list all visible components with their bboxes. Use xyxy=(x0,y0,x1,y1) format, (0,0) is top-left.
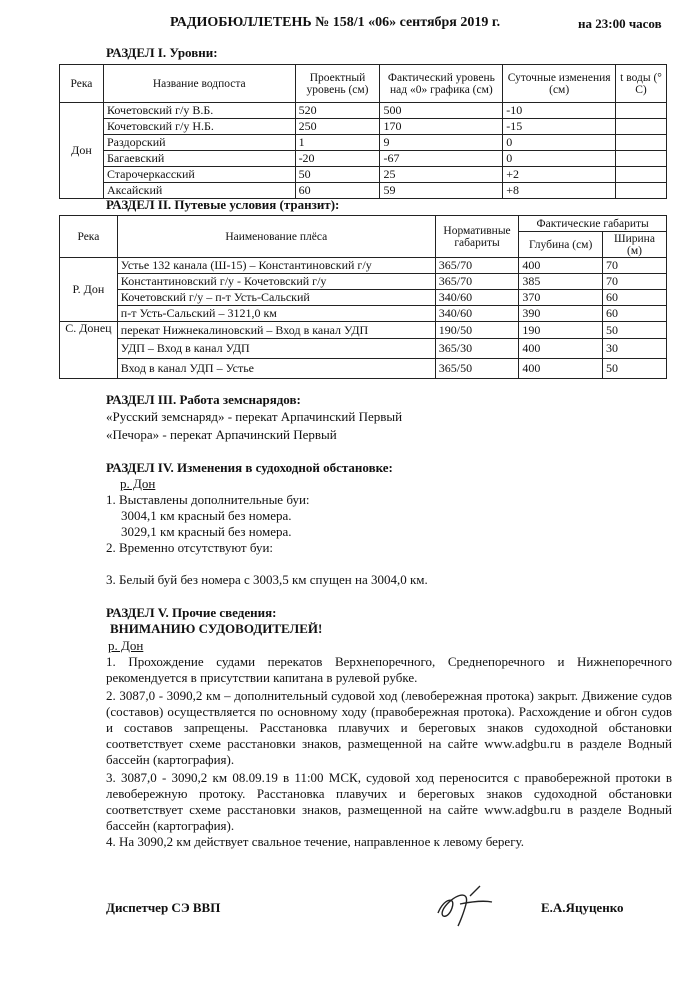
bulletin-title: РАДИОБЮЛЛЕТЕНЬ № 158/1 «06» сентября 2019 г. xyxy=(170,15,501,30)
actual-level: -67 xyxy=(380,151,503,167)
section5-item3: 3. 3087,0 - 3090,2 км 08.09.19 в 11:00 МСК, судовой ход переносится с правобережной протоки в левобережную протоку. Расстановка плавучих и береговых знаков судоходной обстановки соответствует схеме расстановки знаков, размещенной на сайте www.adgbu.ru в разделе Водный бассейн (картография). xyxy=(106,770,672,833)
table-row xyxy=(60,135,667,151)
table-row xyxy=(60,290,667,306)
normative: 190/50 xyxy=(435,322,519,339)
width: 50 xyxy=(602,322,666,339)
section1-heading: РАЗДЕЛ I. Уровни: xyxy=(106,45,218,60)
col-water-temp: t воды (° С) xyxy=(616,65,667,103)
signature-image xyxy=(430,878,500,928)
project-level: 50 xyxy=(295,167,380,183)
actual-level: 170 xyxy=(380,119,503,135)
depth: 400 xyxy=(519,359,603,379)
col-depth: Глубина (см) xyxy=(519,232,603,258)
post-name: Багаевский xyxy=(103,151,295,167)
project-level: -20 xyxy=(295,151,380,167)
levels-header-row xyxy=(60,65,667,103)
section5-river: р. Дон xyxy=(108,638,144,653)
table-row xyxy=(60,167,667,183)
depth: 190 xyxy=(519,322,603,339)
section4-item1-sub1: 3004,1 км красный без номера. xyxy=(121,508,292,523)
post-name: Раздорский xyxy=(103,135,295,151)
water-temp xyxy=(616,103,667,119)
section4-item3: 3. Белый буй без номера с 3003,5 км спущен на 3004,0 км. xyxy=(106,572,428,587)
width: 60 xyxy=(602,306,666,322)
col-river: Река xyxy=(60,216,118,258)
stretch-name: п-т Усть-Сальский – 3121,0 км xyxy=(117,306,435,322)
table-row xyxy=(60,322,667,339)
normative: 365/30 xyxy=(435,339,519,359)
section5-item4: 4. На 3090,2 км действует свальное течение, направленное к левому берегу. xyxy=(106,834,524,849)
col-actual-group: Фактические габариты xyxy=(519,216,667,232)
normative: 365/50 xyxy=(435,359,519,379)
dispatcher-label: Диспетчер СЭ ВВП xyxy=(106,900,221,915)
water-temp xyxy=(616,151,667,167)
normative: 365/70 xyxy=(435,258,519,274)
dredger-line-1: «Русский земснаряд» - перекат Арпачинский Первый xyxy=(106,409,403,424)
section5-item1: 1. Прохождение судами перекатов Верхнепоречного, Среднепоречного и Нижнепоречного рекомендуется в присутствии капитана в рулевой рубке. xyxy=(106,654,672,685)
river-cell: Р. Дон xyxy=(60,258,118,322)
daily-change: +2 xyxy=(503,167,616,183)
water-temp xyxy=(616,183,667,199)
width: 50 xyxy=(602,359,666,379)
col-project-level: Проектный уровень (см) xyxy=(295,65,380,103)
water-temp xyxy=(616,119,667,135)
section4-item1: 1. Выставлены дополнительные буи: xyxy=(106,492,310,507)
section4-item1-sub2: 3029,1 км красный без номера. xyxy=(121,524,292,539)
bulletin-time: на 23:00 часов xyxy=(578,16,662,31)
river-cell: С. Донец xyxy=(60,322,118,379)
actual-level: 25 xyxy=(380,167,503,183)
post-name: Аксайский xyxy=(103,183,295,199)
transit-table xyxy=(59,215,667,379)
table-row xyxy=(60,339,667,359)
stretch-name: Устье 132 канала (Ш-15) – Константиновский г/у xyxy=(117,258,435,274)
section4-heading: РАЗДЕЛ IV. Изменения в судоходной обстановке: xyxy=(106,460,393,475)
table-row xyxy=(60,306,667,322)
project-level: 60 xyxy=(295,183,380,199)
stretch-name: Кочетовский г/у – п-т Усть-Сальский xyxy=(117,290,435,306)
dispatcher-name: Е.А.Яцуценко xyxy=(541,900,624,915)
section5-item2: 2. 3087,0 - 3090,2 км – дополнительный судовой ход (левобережная протока) закрыт. Движение судов (составов) осуществляется по основному ходу (правобережная протока). Расхождение и обгон судов и составов запрещены. Расстановка плавучих и береговых знаков судоходной обстановки соответствует схеме расстановки знаков, размещенной на сайте www.adgbu.ru в разделе Водный бассейн (картография). xyxy=(106,688,672,767)
project-level: 520 xyxy=(295,103,380,119)
width: 70 xyxy=(602,258,666,274)
stretch-name: Вход в канал УДП – Устье xyxy=(117,359,435,379)
stretch-name: перекат Нижнекалиновский – Вход в канал УДП xyxy=(117,322,435,339)
col-stretch-name: Наименование плёса xyxy=(117,216,435,258)
section5-heading: РАЗДЕЛ V. Прочие сведения: xyxy=(106,605,277,620)
col-actual-level: Фактический уровень над «0» графика (см) xyxy=(380,65,503,103)
project-level: 250 xyxy=(295,119,380,135)
project-level: 1 xyxy=(295,135,380,151)
section4-river: р. Дон xyxy=(120,476,156,491)
table-row xyxy=(60,359,667,379)
stretch-name: Константиновский г/у - Кочетовский г/у xyxy=(117,274,435,290)
daily-change: -15 xyxy=(503,119,616,135)
depth: 400 xyxy=(519,258,603,274)
col-width: Ширина (м) xyxy=(602,232,666,258)
daily-change: -10 xyxy=(503,103,616,119)
river-cell: Дон xyxy=(60,103,104,199)
actual-level: 59 xyxy=(380,183,503,199)
normative: 340/60 xyxy=(435,306,519,322)
actual-level: 500 xyxy=(380,103,503,119)
width: 70 xyxy=(602,274,666,290)
normative: 340/60 xyxy=(435,290,519,306)
table-row xyxy=(60,119,667,135)
table-row xyxy=(60,274,667,290)
depth: 370 xyxy=(519,290,603,306)
section3-heading: РАЗДЕЛ III. Работа земснарядов: xyxy=(106,392,301,407)
daily-change: 0 xyxy=(503,151,616,167)
post-name: Кочетовский г/у Н.Б. xyxy=(103,119,295,135)
table-row xyxy=(60,151,667,167)
levels-table xyxy=(59,64,667,199)
daily-change: 0 xyxy=(503,135,616,151)
daily-change: +8 xyxy=(503,183,616,199)
width: 30 xyxy=(602,339,666,359)
depth: 385 xyxy=(519,274,603,290)
section2-heading: РАЗДЕЛ II. Путевые условия (транзит): xyxy=(106,197,340,212)
post-name: Старочеркасский xyxy=(103,167,295,183)
col-post-name: Название водпоста xyxy=(103,65,295,103)
table-row xyxy=(60,258,667,274)
attention-heading: ВНИМАНИЮ СУДОВОДИТЕЛЕЙ! xyxy=(110,621,323,636)
stretch-name: УДП – Вход в канал УДП xyxy=(117,339,435,359)
col-river: Река xyxy=(60,65,104,103)
table-row xyxy=(60,103,667,119)
actual-level: 9 xyxy=(380,135,503,151)
col-daily-change: Суточные изменения (см) xyxy=(503,65,616,103)
width: 60 xyxy=(602,290,666,306)
water-temp xyxy=(616,167,667,183)
normative: 365/70 xyxy=(435,274,519,290)
post-name: Кочетовский г/у В.Б. xyxy=(103,103,295,119)
col-normative: Нормативные габариты xyxy=(435,216,519,258)
transit-header-row xyxy=(60,216,667,232)
section4-item2: 2. Временно отсутствуют буи: xyxy=(106,540,274,555)
depth: 400 xyxy=(519,339,603,359)
dredger-line-2: «Печора» - перекат Арпачинский Первый xyxy=(106,427,337,442)
water-temp xyxy=(616,135,667,151)
depth: 390 xyxy=(519,306,603,322)
